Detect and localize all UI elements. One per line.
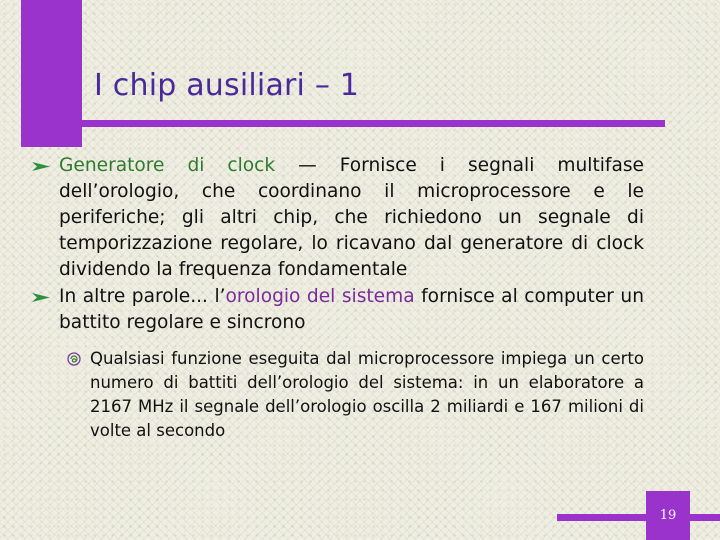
page-number: 19 xyxy=(646,491,690,540)
title-underline-rule xyxy=(21,120,665,127)
spiral-bullet-icon xyxy=(67,352,81,366)
slide-content xyxy=(32,153,644,443)
footer-rule xyxy=(557,514,720,521)
bullet-system-clock xyxy=(32,284,644,336)
term-clock-generator: Generatore di clock xyxy=(59,155,276,176)
slide-title: I chip ausiliari – 1 xyxy=(94,68,360,103)
bullet-text-before: In altre parole... l’ xyxy=(59,286,226,307)
em-dash: — xyxy=(298,155,317,176)
bullet-text-after: fornisce al computer un battito regolare e sincrono xyxy=(59,286,645,333)
bullet-clock-generator xyxy=(32,153,644,283)
arrow-bullet-icon xyxy=(32,293,50,302)
sub-bullet-clock-ticks xyxy=(62,347,644,443)
term-system-clock: orologio del sistema xyxy=(225,286,415,307)
arrow-bullet-icon xyxy=(32,162,50,171)
sub-bullet-text: Qualsiasi funzione eseguita dal microprocessore impiega un certo numero di battiti dell’orologio del sistema: in un elaboratore a 2167 MHz il segnale dell’orologio oscilla 2 miliardi e 167 milioni di volte al secondo xyxy=(90,349,644,440)
bullet-text: Fornisce i segnali multifase dell’orologio, che coordinano il microprocessore e le periferiche; gli altri chip, che richiedono un segnale di temporizzazione regolare, lo ricavano dal generatore di clock dividendo la frequenza fondamentale xyxy=(59,155,644,280)
